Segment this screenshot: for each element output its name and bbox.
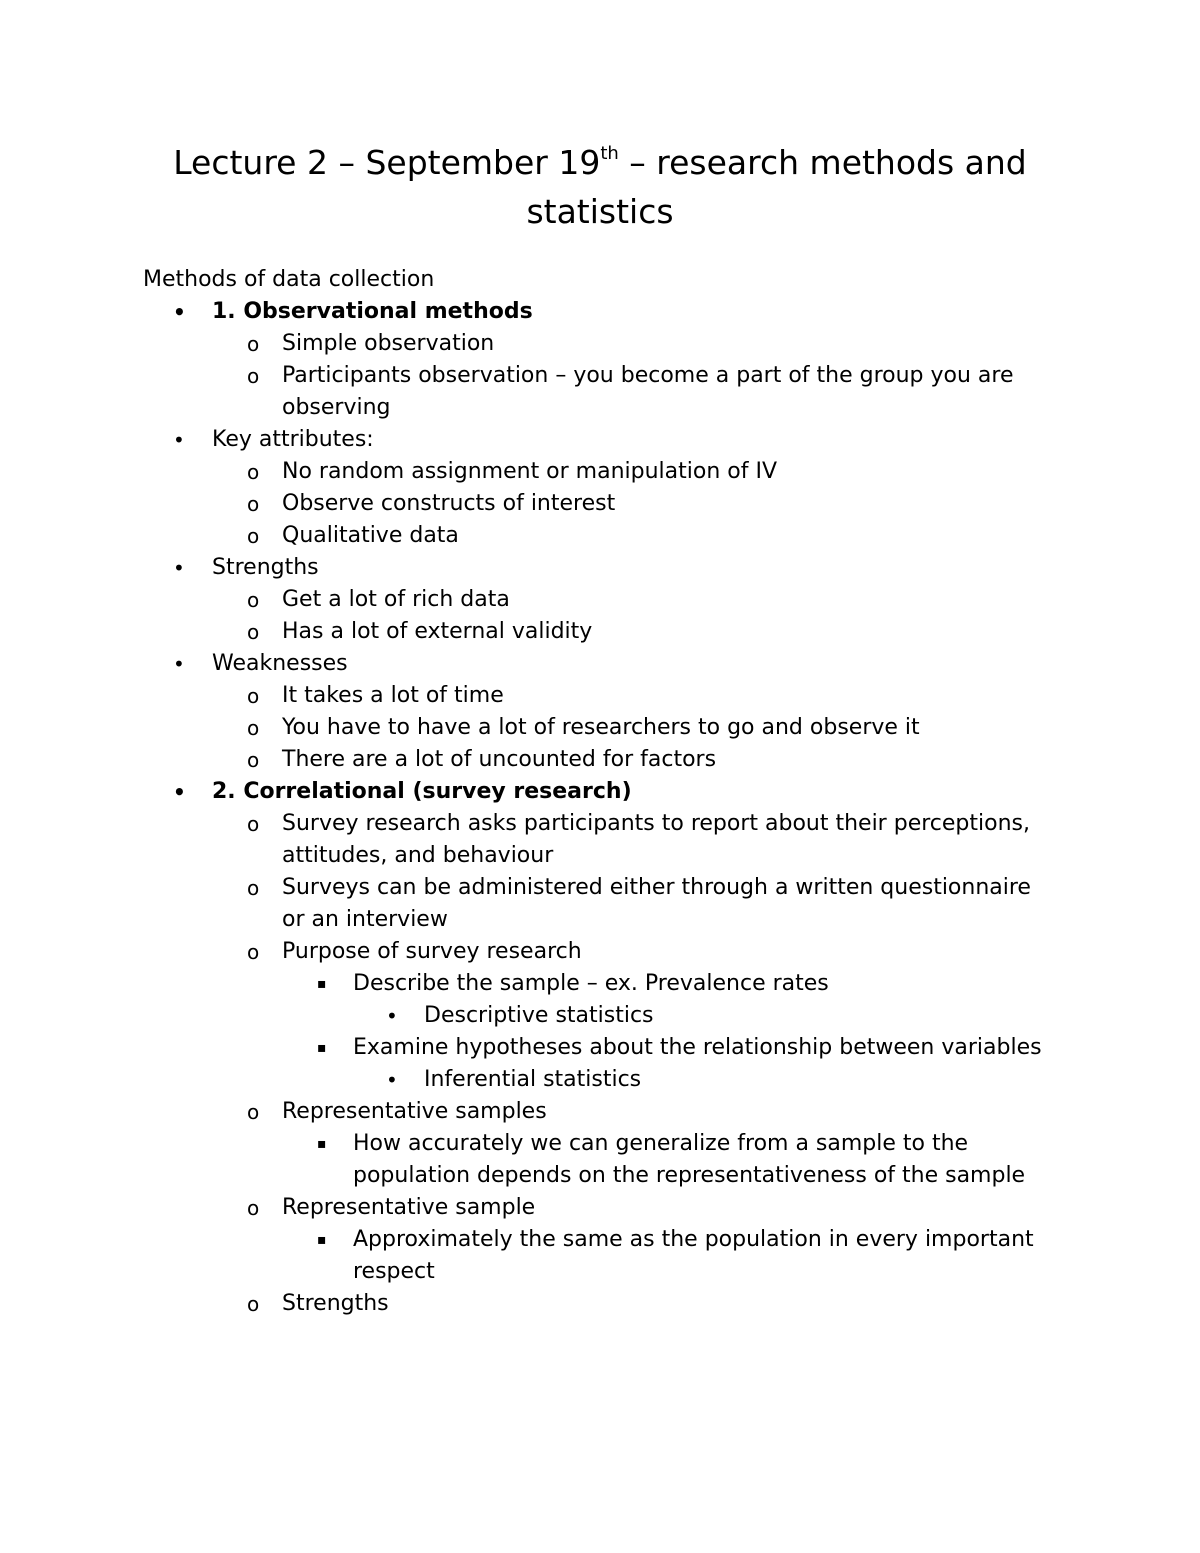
list-item <box>143 1288 1043 1320</box>
list-item-text: Has a lot of external validity <box>282 619 593 644</box>
page-title <box>100 138 1100 236</box>
hollow-bullet-icon: o <box>247 460 260 484</box>
list-item <box>143 456 1043 488</box>
list-item-text: How accurately we can generalize from a sample to the population depends on the representativeness of the sample <box>353 1131 1026 1188</box>
list-item-text: Approximately the same as the population in every important respect <box>353 1227 1034 1284</box>
hollow-bullet-icon: o <box>247 940 260 964</box>
bullet-icon: • <box>173 300 186 324</box>
list-item <box>143 296 1043 328</box>
list-item <box>143 872 1043 936</box>
square-bullet-icon: ▪ <box>317 1136 327 1152</box>
list-item <box>143 936 1043 968</box>
list-item-text: Participants observation – you become a part of the group you are observing <box>282 363 1014 420</box>
list-item-text: Inferential statistics <box>424 1067 642 1092</box>
hollow-bullet-icon: o <box>247 812 260 836</box>
list-item <box>143 328 1043 360</box>
bullet-icon: • <box>386 1068 398 1092</box>
list-item <box>143 1192 1043 1224</box>
section-heading: Methods of data collection <box>143 267 435 292</box>
hollow-bullet-icon: o <box>247 588 260 612</box>
list-item <box>143 488 1043 520</box>
hollow-bullet-icon: o <box>247 332 260 356</box>
title-text: Lecture 2 – September 19 <box>173 143 601 182</box>
list-item-text: Survey research asks participants to report about their perceptions, attitudes, and behaviour <box>282 811 1030 868</box>
list-item-text: Get a lot of rich data <box>282 587 510 612</box>
list-item <box>143 584 1043 616</box>
square-bullet-icon: ▪ <box>317 1232 327 1248</box>
list-item-text: Purpose of survey research <box>282 939 582 964</box>
list-item-text: Observe constructs of interest <box>282 491 616 516</box>
list-item-text: No random assignment or manipulation of IV <box>282 459 778 484</box>
hollow-bullet-icon: o <box>247 524 260 548</box>
list-item-text: Simple observation <box>282 331 495 356</box>
hollow-bullet-icon: o <box>247 492 260 516</box>
hollow-bullet-icon: o <box>247 684 260 708</box>
list-item-text: Surveys can be administered either through a written questionnaire or an interview <box>282 875 1031 932</box>
list-item-text: It takes a lot of time <box>282 683 504 708</box>
list-item <box>143 712 1043 744</box>
hollow-bullet-icon: o <box>247 1292 260 1316</box>
square-bullet-icon: ▪ <box>317 976 327 992</box>
list-item <box>143 648 1043 680</box>
list-item-text: Representative sample <box>282 1195 536 1220</box>
list-item <box>143 1224 1043 1288</box>
list-item <box>143 616 1043 648</box>
list-item-text: There are a lot of uncounted for factors <box>282 747 717 772</box>
outline-list <box>143 296 1043 1320</box>
list-item <box>143 1128 1043 1192</box>
bullet-icon: • <box>173 780 186 804</box>
list-item-text: 2. Correlational (survey research) <box>212 779 632 804</box>
list-item-text: Describe the sample – ex. Prevalence rates <box>353 971 829 996</box>
list-item-text: Weaknesses <box>212 651 348 676</box>
list-item-text: Key attributes: <box>212 427 374 452</box>
list-item-text: Strengths <box>282 1291 389 1316</box>
list-item <box>143 776 1043 808</box>
list-item-text: Strengths <box>212 555 319 580</box>
list-item-text: Qualitative data <box>282 523 459 548</box>
list-item <box>143 1096 1043 1128</box>
hollow-bullet-icon: o <box>247 876 260 900</box>
bullet-icon: • <box>173 428 185 452</box>
list-item <box>143 1032 1043 1064</box>
hollow-bullet-icon: o <box>247 1100 260 1124</box>
square-bullet-icon: ▪ <box>317 1040 327 1056</box>
list-item <box>143 520 1043 552</box>
list-item <box>143 808 1043 872</box>
list-item-text: You have to have a lot of researchers to go and observe it <box>282 715 920 740</box>
list-item <box>143 1064 1043 1096</box>
list-item <box>143 360 1043 424</box>
title-text-continued: – research methods and statistics <box>526 143 1027 231</box>
list-item <box>143 552 1043 584</box>
list-item <box>143 1000 1043 1032</box>
list-item <box>143 968 1043 1000</box>
list-item <box>143 744 1043 776</box>
list-item <box>143 680 1043 712</box>
hollow-bullet-icon: o <box>247 748 260 772</box>
list-item <box>143 424 1043 456</box>
list-item-text: Descriptive statistics <box>424 1003 654 1028</box>
hollow-bullet-icon: o <box>247 364 260 388</box>
bullet-icon: • <box>386 1004 398 1028</box>
bullet-icon: • <box>173 556 185 580</box>
list-item-text: Examine hypotheses about the relationship between variables <box>353 1035 1042 1060</box>
hollow-bullet-icon: o <box>247 716 260 740</box>
list-item-text: 1. Observational methods <box>212 299 533 324</box>
list-item-text: Representative samples <box>282 1099 547 1124</box>
hollow-bullet-icon: o <box>247 620 260 644</box>
title-superscript: th <box>600 143 619 164</box>
bullet-icon: • <box>173 652 185 676</box>
hollow-bullet-icon: o <box>247 1196 260 1220</box>
